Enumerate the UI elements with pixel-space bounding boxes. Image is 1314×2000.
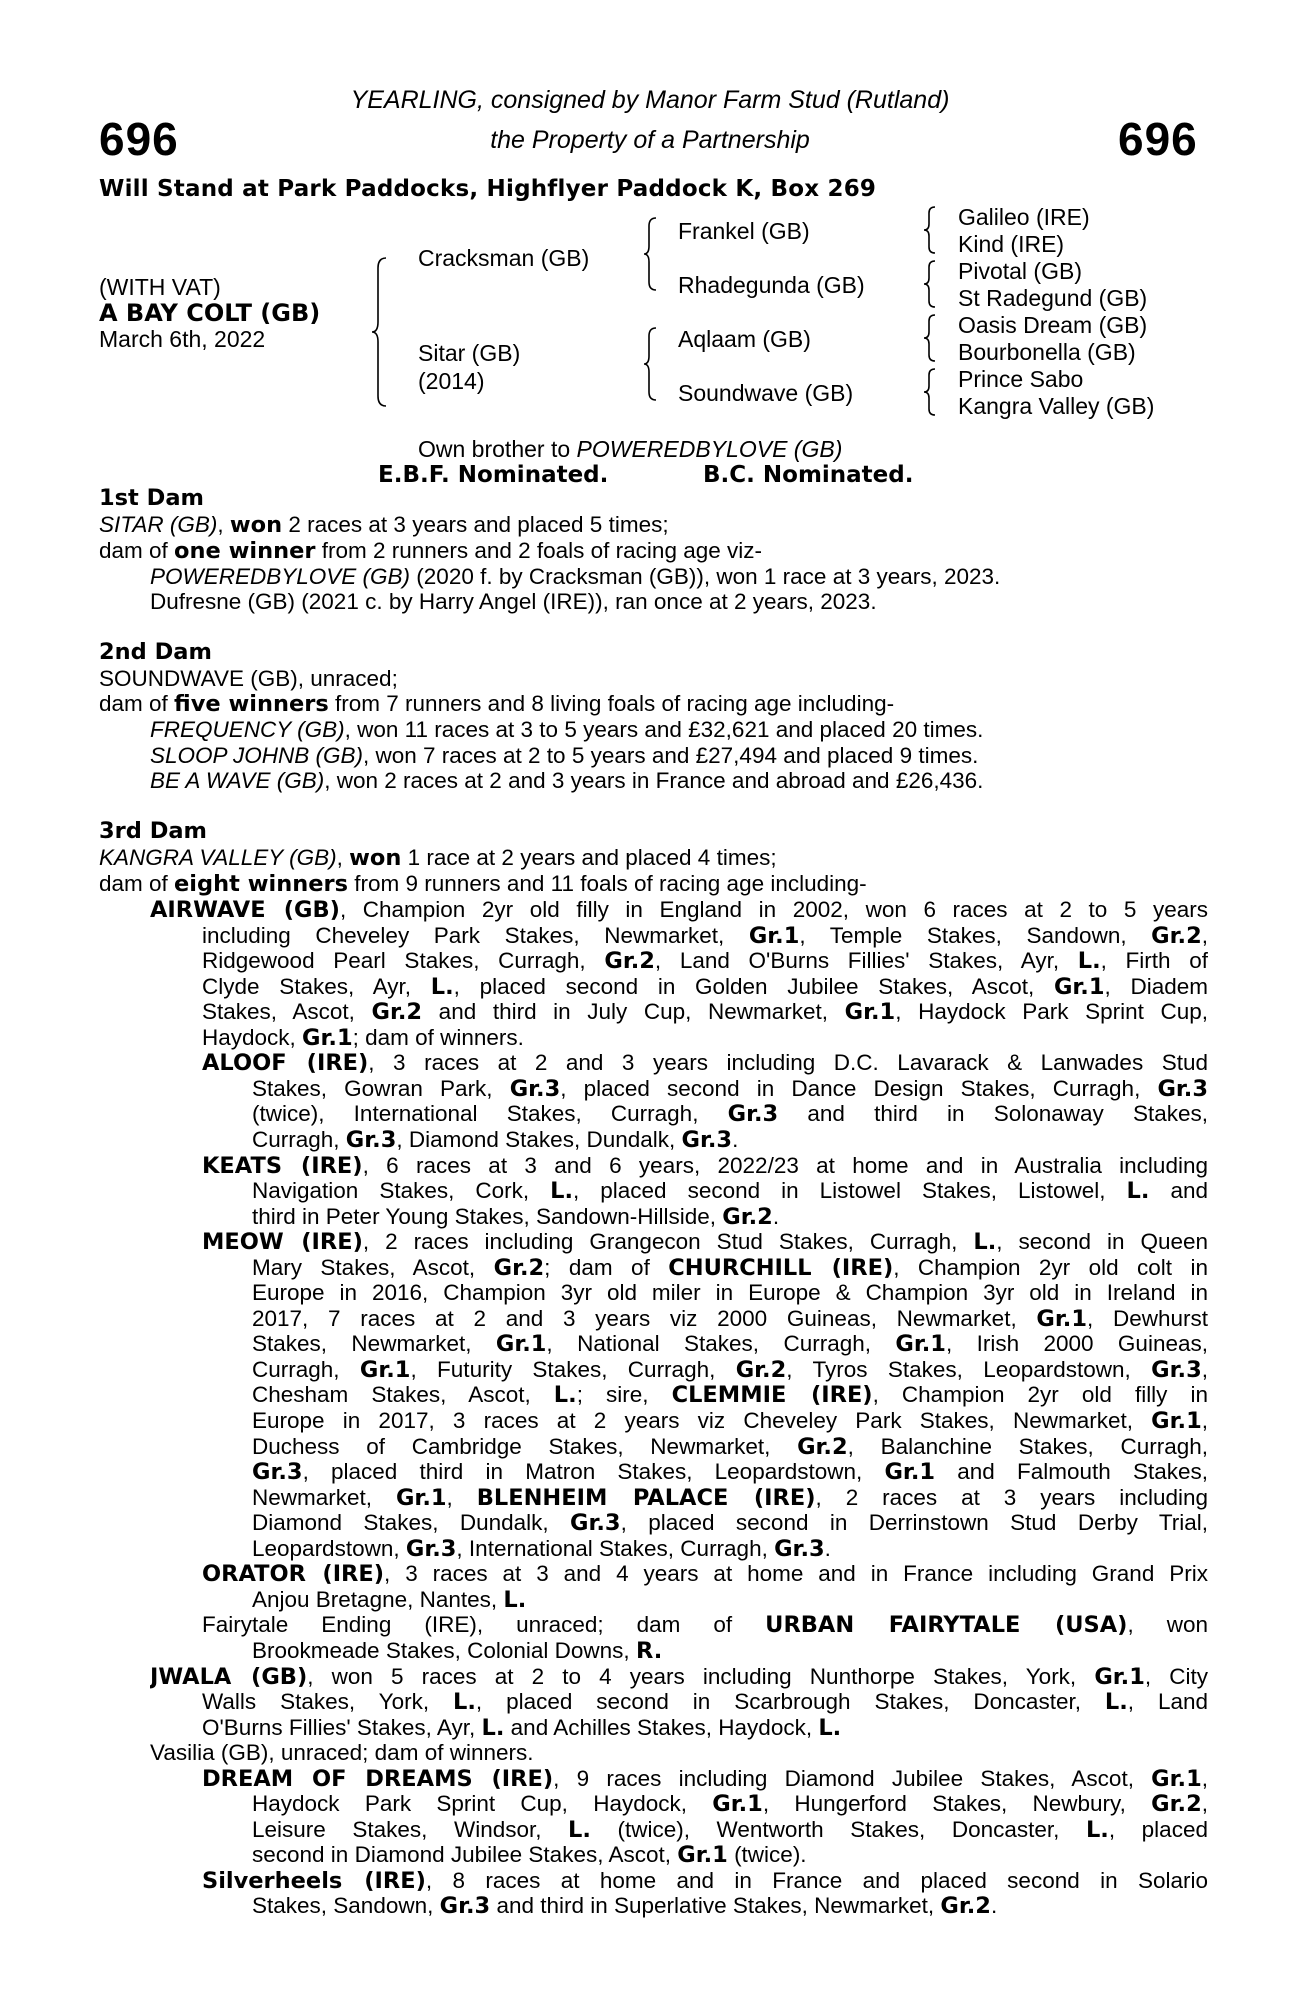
text: , won 2 races at 2 and 3 years in France and abroad and £26,436. (324, 768, 984, 793)
foaling-date: March 6th, 2022 (99, 326, 266, 352)
produce-line: MEOW (IRE), 2 races including Grangecon Stud Stakes, Curragh, L., second in Queen (202, 1229, 1208, 1256)
first-dam-line-1 (99, 512, 669, 539)
third-dam-name: KANGRA VALLEY (GB) (99, 845, 337, 870)
first-dam-line-2 (99, 538, 762, 565)
second-dam-line-1: SOUNDWAVE (GB), unraced; (99, 666, 398, 691)
produce-line: ALOOF (IRE), 3 races at 2 and 3 years including D.C. Lavarack & Lanwades Stud (202, 1050, 1208, 1077)
text: , (217, 512, 230, 537)
text: from 7 runners and 8 living foals of racing age including- (328, 691, 895, 716)
sire: Cracksman (GB) (418, 245, 590, 271)
progeny-name: FREQUENCY (GB) (150, 717, 345, 742)
produce-line: Chesham Stakes, Ascot, L.; sire, CLEMMIE (IRE), Champion 2yr old filly in (252, 1382, 1208, 1409)
pedigree-brace-sire (644, 216, 662, 292)
winner-count: one winner (174, 538, 316, 564)
horse-name: A BAY COLT (GB) (99, 299, 321, 327)
produce-line: O'Burns Fillies' Stakes, Ayr, L. and Achilles Stakes, Haydock, L. (202, 1714, 842, 1741)
dam: Sitar (GB) (418, 340, 521, 366)
produce-line: Duchess of Cambridge Stakes, Newmarket, Gr.2, Balanchine Stakes, Curragh, (252, 1433, 1208, 1460)
third-dam-line-1 (99, 845, 777, 872)
progeny-name: SLOOP JOHNB (GB) (150, 743, 363, 768)
won-label: won (349, 845, 402, 871)
winner-count: eight winners (174, 871, 349, 897)
produce-line: Silverheels (IRE), 8 races at home and in France and placed second in Solario (202, 1867, 1208, 1894)
pedigree-brace-g3 (924, 313, 940, 363)
produce-line: Europe in 2016, Champion 3yr old miler in Europe & Champion 3yr old in Ireland in (252, 1280, 1208, 1306)
text: dam of (99, 691, 175, 716)
pedigree-brace-g1 (924, 205, 940, 255)
progeny-name: BE A WAVE (GB) (150, 768, 325, 793)
first-dam-line-4: Dufresne (GB) (2021 c. by Harry Angel (IRE)), ran once at 2 years, 2023. (150, 589, 877, 614)
sire-dam: Rhadegunda (GB) (678, 272, 865, 298)
produce-line: Stakes, Gowran Park, Gr.3, placed second in Dance Design Stakes, Curragh, Gr.3 (252, 1075, 1208, 1102)
second-dam-heading: 2nd Dam (99, 639, 212, 665)
produce-line: Haydock, Gr.1; dam of winners. (202, 1024, 524, 1051)
produce-line: Mary Stakes, Ascot, Gr.2; dam of CHURCHILL (IRE), Champion 2yr old colt in (252, 1254, 1208, 1281)
winner-count: five winners (174, 691, 329, 717)
produce-line: Stakes, Newmarket, Gr.1, National Stakes, Curragh, Gr.1, Irish 2000 Guineas, (252, 1331, 1208, 1358)
text: dam of (99, 871, 175, 896)
produce-line: Leisure Stakes, Windsor, L. (twice), Wentworth Stakes, Doncaster, L., placed (252, 1816, 1208, 1843)
second-dam-line-4 (150, 743, 978, 769)
produce-line: second in Diamond Jubilee Stakes, Ascot, Gr.1 (twice). (252, 1842, 807, 1869)
produce-line: third in Peter Young Stakes, Sandown-Hillside, Gr.2. (252, 1203, 780, 1230)
won-label: won (229, 512, 283, 538)
great-grandsire-4: Prince Sabo (958, 366, 1084, 392)
produce-line: Haydock Park Sprint Cup, Haydock, Gr.1, Hungerford Stakes, Newbury, Gr.2, (252, 1791, 1208, 1818)
produce-line: DREAM OF DREAMS (IRE), 9 races including Diamond Jubilee Stakes, Ascot, Gr.1, (202, 1765, 1208, 1792)
produce-line: Walls Stakes, York, L., placed second in Scarbrough Stakes, Doncaster, L., Land (202, 1689, 1208, 1716)
produce-line: Diamond Stakes, Dundalk, Gr.3, placed second in Derrinstown Stud Derby Trial, (252, 1510, 1208, 1537)
produce-line: Anjou Bretagne, Nantes, L. (252, 1586, 527, 1613)
consignor-line: YEARLING, consigned by Manor Farm Stud (Rutland) (350, 86, 950, 114)
sire-sire: Frankel (GB) (678, 218, 810, 244)
third-dam-line-2 (99, 871, 867, 898)
great-granddam-3: Bourbonella (GB) (958, 339, 1136, 365)
stand-location: Will Stand at Park Paddocks, Highflyer Paddock K, Box 269 (99, 176, 877, 202)
lot-number-right: 696 (1118, 113, 1198, 165)
own-brother-note (418, 436, 842, 463)
produce-line: AIRWAVE (GB), Champion 2yr old filly in England in 2002, won 6 races at 2 to 5 years (150, 897, 1208, 923)
produce-line: Clyde Stakes, Ayr, L., placed second in Golden Jubilee Stakes, Ascot, Gr.1, Diadem (202, 973, 1208, 1000)
property-line: the Property of a Partnership (490, 126, 810, 154)
great-grandsire-2: Pivotal (GB) (958, 258, 1082, 284)
produce-line: Curragh, Gr.1, Futurity Stakes, Curragh, Gr.2, Tyros Stakes, Leopardstown, Gr.3, (252, 1356, 1208, 1383)
progeny-name: POWEREDBYLOVE (GB) (150, 564, 411, 589)
produce-line: Curragh, Gr.3, Diamond Stakes, Dundalk, Gr.3. (252, 1126, 739, 1153)
great-granddam-1: Kind (IRE) (958, 231, 1065, 257)
produce-line: (twice), International Stakes, Curragh, Gr.3 and third in Solonaway Stakes, (252, 1101, 1208, 1128)
text: , (336, 845, 350, 870)
text: dam of (99, 538, 175, 563)
pedigree-brace-g2 (924, 259, 940, 309)
produce-line: Stakes, Ascot, Gr.2 and third in July Cup, Newmarket, Gr.1, Haydock Park Sprint Cup, (202, 999, 1208, 1026)
text: , won 11 races at 3 to 5 years and £32,621 and placed 20 times. (344, 717, 984, 742)
second-dam-line-2 (99, 691, 894, 718)
produce-line: Fairytale Ending (IRE), unraced; dam of URBAN FAIRYTALE (USA), won (202, 1612, 1208, 1639)
great-granddam-4: Kangra Valley (GB) (958, 393, 1155, 419)
ebf-nomination: E.B.F. Nominated. (378, 462, 609, 488)
dam-year: (2014) (418, 368, 485, 394)
second-dam-line-5 (150, 768, 983, 794)
produce-line: Vasilia (GB), unraced; dam of winners. (150, 1740, 534, 1766)
first-dam-line-3 (150, 564, 1000, 590)
produce-line: Europe in 2017, 3 races at 2 years viz Cheveley Park Stakes, Newmarket, Gr.1, (252, 1408, 1208, 1434)
text: from 9 runners and 11 foals of racing age including- (348, 871, 867, 896)
first-dam-name: SITAR (GB) (99, 512, 218, 537)
great-grandsire-3: Oasis Dream (GB) (958, 312, 1148, 338)
text: 1 race at 2 years and placed 4 times; (401, 845, 777, 870)
vat-note: (WITH VAT) (99, 274, 221, 300)
dam-dam: Soundwave (GB) (678, 380, 854, 406)
produce-line: Newmarket, Gr.1, BLENHEIM PALACE (IRE), 2 races at 3 years including (252, 1484, 1208, 1511)
pedigree-brace-dam (644, 326, 662, 402)
great-granddam-2: St Radegund (GB) (958, 285, 1148, 311)
pedigree-brace-g4 (924, 367, 940, 417)
second-dam-line-3 (150, 717, 983, 743)
text: from 2 runners and 2 foals of racing age viz- (315, 538, 762, 563)
text: (2020 f. by Cracksman (GB)), won 1 race at 3 years, 2023. (410, 564, 1001, 589)
produce-line: JWALA (GB), won 5 races at 2 to 4 years including Nunthorpe Stakes, York, Gr.1, City (150, 1663, 1208, 1690)
pedigree-brace-main (372, 256, 392, 408)
produce-line: KEATS (IRE), 6 races at 3 and 6 years, 2022/23 at home and in Australia including (202, 1152, 1208, 1179)
bc-nomination: B.C. Nominated. (703, 462, 914, 488)
text: 2 races at 3 years and placed 5 times; (282, 512, 669, 537)
produce-line: including Cheveley Park Stakes, Newmarket, Gr.1, Temple Stakes, Sandown, Gr.2, (202, 922, 1208, 949)
own-brother-prefix: Own brother to (418, 436, 577, 462)
produce-line: Gr.3, placed third in Matron Stakes, Leopardstown, Gr.1 and Falmouth Stakes, (252, 1459, 1208, 1486)
produce-line: Ridgewood Pearl Stakes, Curragh, Gr.2, Land O'Burns Fillies' Stakes, Ayr, L., Firth of (202, 948, 1208, 975)
produce-line: Navigation Stakes, Cork, L., placed second in Listowel Stakes, Listowel, L. and (252, 1178, 1208, 1205)
first-dam-heading: 1st Dam (99, 485, 204, 511)
produce-line: Stakes, Sandown, Gr.3 and third in Superlative Stakes, Newmarket, Gr.2. (252, 1893, 998, 1920)
own-brother-name: POWEREDBYLOVE (GB) (576, 436, 843, 462)
lot-number-left: 696 (99, 113, 179, 165)
text: , won 7 races at 2 to 5 years and £27,494 and placed 9 times. (362, 743, 979, 768)
dam-sire: Aqlaam (GB) (678, 326, 811, 352)
produce-line: Brookmeade Stakes, Colonial Downs, R. (252, 1637, 663, 1664)
produce-line: ORATOR (IRE), 3 races at 3 and 4 years at home and in France including Grand Prix (202, 1561, 1208, 1588)
third-dam-heading: 3rd Dam (99, 818, 207, 844)
great-grandsire-1: Galileo (IRE) (958, 204, 1090, 230)
produce-line: 2017, 7 races at 2 and 3 years viz 2000 Guineas, Newmarket, Gr.1, Dewhurst (252, 1305, 1208, 1332)
produce-line: Leopardstown, Gr.3, International Stakes, Curragh, Gr.3. (252, 1535, 831, 1562)
